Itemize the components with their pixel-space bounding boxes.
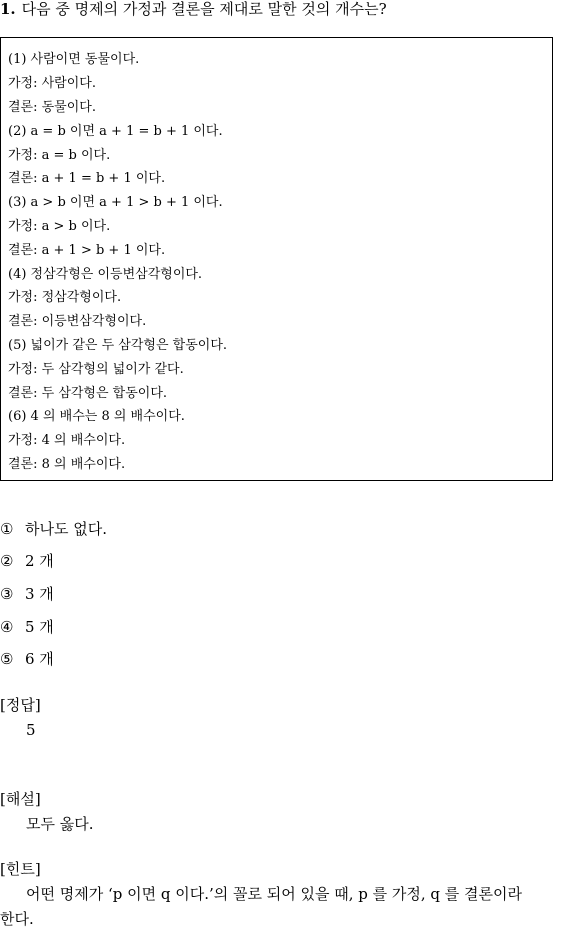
explanation-label: [해설]: [0, 790, 41, 808]
question-text: 다음 중 명제의 가정과 결론을 제대로 말한 것의 개수는?: [21, 0, 387, 18]
statement-line: (1) 사람이면 동물이다.: [8, 52, 140, 67]
choice-mark: ①: [0, 520, 14, 538]
statement-line: (3) a > b 이면 a + 1 > b + 1 이다.: [8, 195, 223, 210]
choice-mark: ⑤: [0, 650, 14, 668]
choice-mark: ③: [0, 585, 14, 603]
statement-line: (5) 넓이가 같은 두 삼각형은 합동이다.: [8, 338, 228, 353]
answer-value: 5: [26, 721, 36, 739]
statement-line: 가정: 정삼각형이다.: [8, 290, 122, 305]
statements-box: [0, 37, 553, 481]
choice-text: 하나도 없다.: [25, 520, 107, 538]
choice-text: 2 개: [25, 552, 54, 570]
choice-mark: ②: [0, 552, 14, 570]
statement-line: 결론: 두 삼각형은 합동이다.: [8, 386, 168, 401]
statement-line: 가정: a = b 이다.: [8, 148, 111, 163]
hint-text-line-2: 한다.: [0, 910, 34, 928]
hint-label: [힌트]: [0, 860, 41, 878]
choice-4[interactable]: [0, 618, 54, 636]
statement-line: 가정: 두 삼각형의 넓이가 같다.: [8, 362, 184, 377]
statement-line: (4) 정삼각형은 이등변삼각형이다.: [8, 267, 203, 282]
statement-line: 가정: 4 의 배수이다.: [8, 433, 126, 448]
statement-line: (6) 4 의 배수는 8 의 배수이다.: [8, 409, 185, 424]
choice-text: 5 개: [25, 618, 54, 636]
statement-line: 결론: 8 의 배수이다.: [8, 457, 126, 472]
choice-text: 3 개: [25, 585, 54, 603]
question-title: [0, 0, 387, 18]
statement-line: (2) a = b 이면 a + 1 = b + 1 이다.: [8, 124, 223, 139]
statement-line: 결론: 이등변삼각형이다.: [8, 314, 147, 329]
choice-5[interactable]: [0, 650, 54, 668]
explanation-text: 모두 옳다.: [26, 815, 94, 833]
choice-mark: ④: [0, 618, 14, 636]
statement-line: 결론: a + 1 = b + 1 이다.: [8, 171, 166, 186]
hint-text-line-1: 어떤 명제가 ‘p 이면 q 이다.’의 꼴로 되어 있을 때, p 를 가정, q 를 결론이라: [26, 885, 523, 903]
statement-line: 결론: a + 1 > b + 1 이다.: [8, 243, 166, 258]
statement-line: 결론: 동물이다.: [8, 100, 96, 115]
statement-line: 가정: 사람이다.: [8, 76, 96, 91]
choice-1[interactable]: [0, 520, 107, 538]
choice-3[interactable]: [0, 585, 54, 603]
question-number: 1.: [0, 0, 16, 18]
answer-label: [정답]: [0, 696, 41, 714]
choice-2[interactable]: [0, 552, 54, 570]
choice-text: 6 개: [25, 650, 54, 668]
statement-line: 가정: a > b 이다.: [8, 219, 111, 234]
